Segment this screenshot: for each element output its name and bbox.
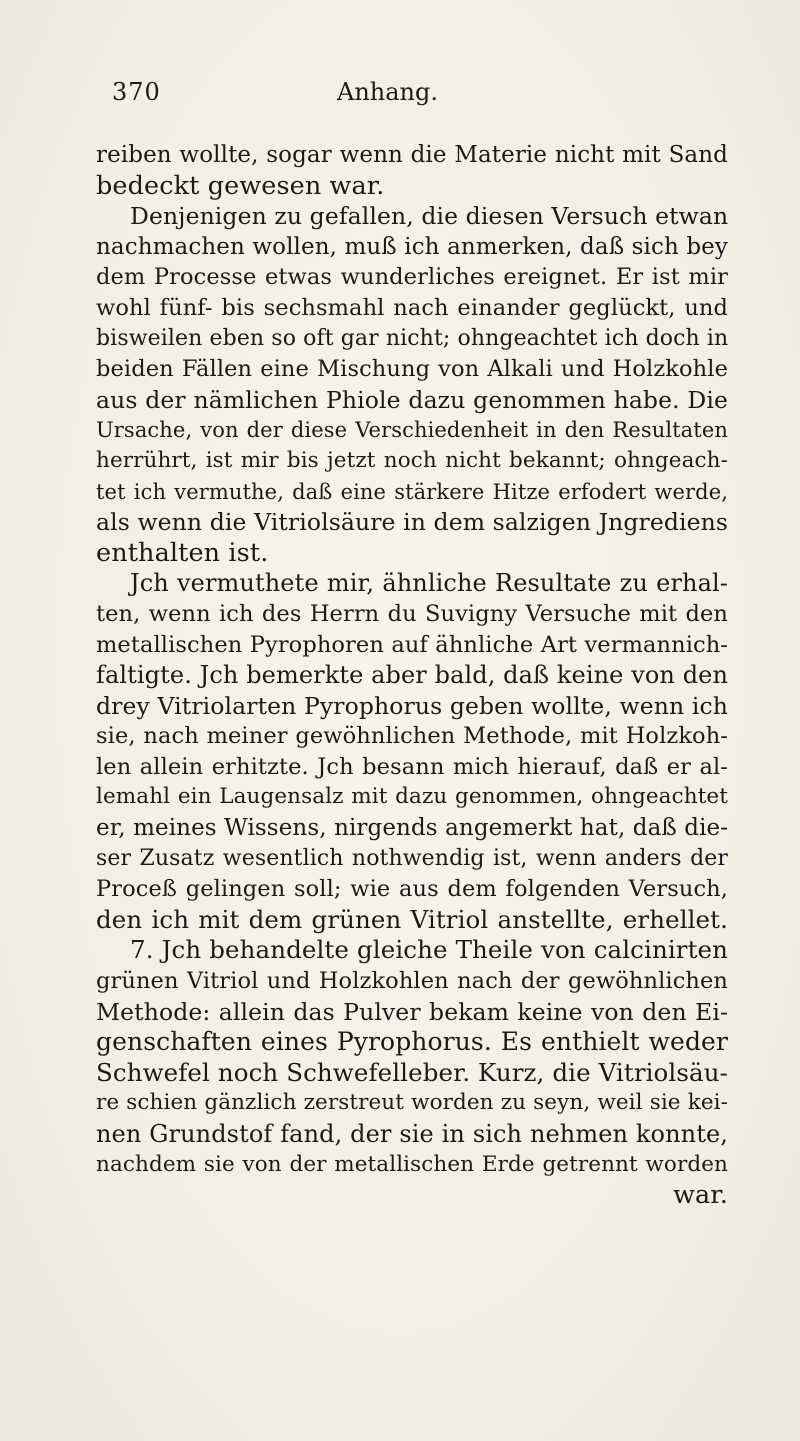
text-line: dem Processe etwas wunderliches ereignet. Er ist mir (96, 264, 728, 291)
text-line: nachdem sie von der metallischen Erde getrennt worden (96, 1151, 728, 1177)
text-line: re schien gänzlich zerstreut worden zu seyn, weil sie kei- (96, 1090, 728, 1116)
text-line: bisweilen eben so oft gar nicht; ohngeachtet ich doch in (96, 325, 729, 351)
text-line: ser Zusatz wesentlich nothwendig ist, wenn anders der (96, 845, 728, 871)
text-line: Proceß gelingen soll; wie aus dem folgenden Versuch, (96, 876, 728, 903)
text-line: drey Vitriolarten Pyrophorus geben wollte, wenn ich (96, 691, 728, 720)
text-line: len allein erhitzte. Jch besann mich hierauf, daß er al- (96, 753, 728, 780)
text-line: ten, wenn ich des Herrn du Suvigny Versuche mit den (96, 600, 728, 627)
text-line: als wenn die Vitriolsäure in dem salzigen Jngrediens (96, 508, 728, 537)
body-text (96, 140, 728, 1211)
text-line: herrührt, ist mir bis jetzt noch nicht bekannt; ohngeach- (96, 447, 728, 473)
text-line: faltigte. Jch bemerkte aber bald, daß keine von den (96, 661, 729, 690)
text-line: metallischen Pyrophoren auf ähnliche Art vermannich- (96, 631, 728, 658)
text-line: wohl fünf- bis sechsmahl nach einander geglückt, und (96, 294, 728, 321)
text-line: den ich mit dem grünen Vitriol anstellte, erhellet. (96, 904, 728, 934)
text-line: Jch vermuthete mir, ähnliche Resultate zu erhal- (130, 569, 728, 598)
page-number: 370 (112, 78, 161, 106)
text-line: grünen Vitriol und Holzkohlen nach der gewöhnlichen (96, 968, 728, 995)
text-line: Schwefel noch Schwefelleber. Kurz, die Vitriolsäu- (96, 1057, 728, 1087)
text-line: lemahl ein Laugensalz mit dazu genommen, ohngeachtet (96, 784, 728, 810)
text-line: genschaften eines Pyrophorus. Es enthielt weder (96, 1027, 728, 1057)
text-line: tet ich vermuthe, daß eine stärkere Hitze erfodert werde, (96, 479, 728, 504)
text-line: reiben wollte, sogar wenn die Materie nicht mit Sand (96, 142, 728, 168)
running-title: Anhang. (337, 78, 439, 106)
text-line: Denjenigen zu gefallen, die diesen Versuch etwan (130, 202, 729, 231)
text-line: er, meines Wissens, nirgends angemerkt hat, daß die- (96, 815, 729, 842)
text-line: aus der nämlichen Phiole dazu genommen habe. Die (96, 385, 728, 414)
text-line: nachmachen wollen, muß ich anmerken, daß sich bey (96, 233, 728, 260)
text-line: sie, nach meiner gewöhnlichen Methode, mit Holzkoh- (96, 723, 728, 750)
text-line: beiden Fällen eine Mischung von Alkali und Holzkohle (96, 356, 728, 383)
text-line: Methode: allein das Pulver bekam keine von den Ei- (96, 997, 728, 1026)
text-line: Ursache, von der diese Verschiedenheit in den Resultaten (96, 418, 728, 443)
running-head (112, 78, 632, 118)
text-line: 7. Jch behandelte gleiche Theile von calcinirten (130, 935, 728, 965)
catchword: war. (673, 1180, 728, 1211)
text-line: nen Grundstof fand, der sie in sich nehmen konnte, (96, 1120, 728, 1148)
text-line: enthalten ist. (96, 537, 269, 568)
text-line: bedeckt gewesen war. (96, 170, 385, 201)
